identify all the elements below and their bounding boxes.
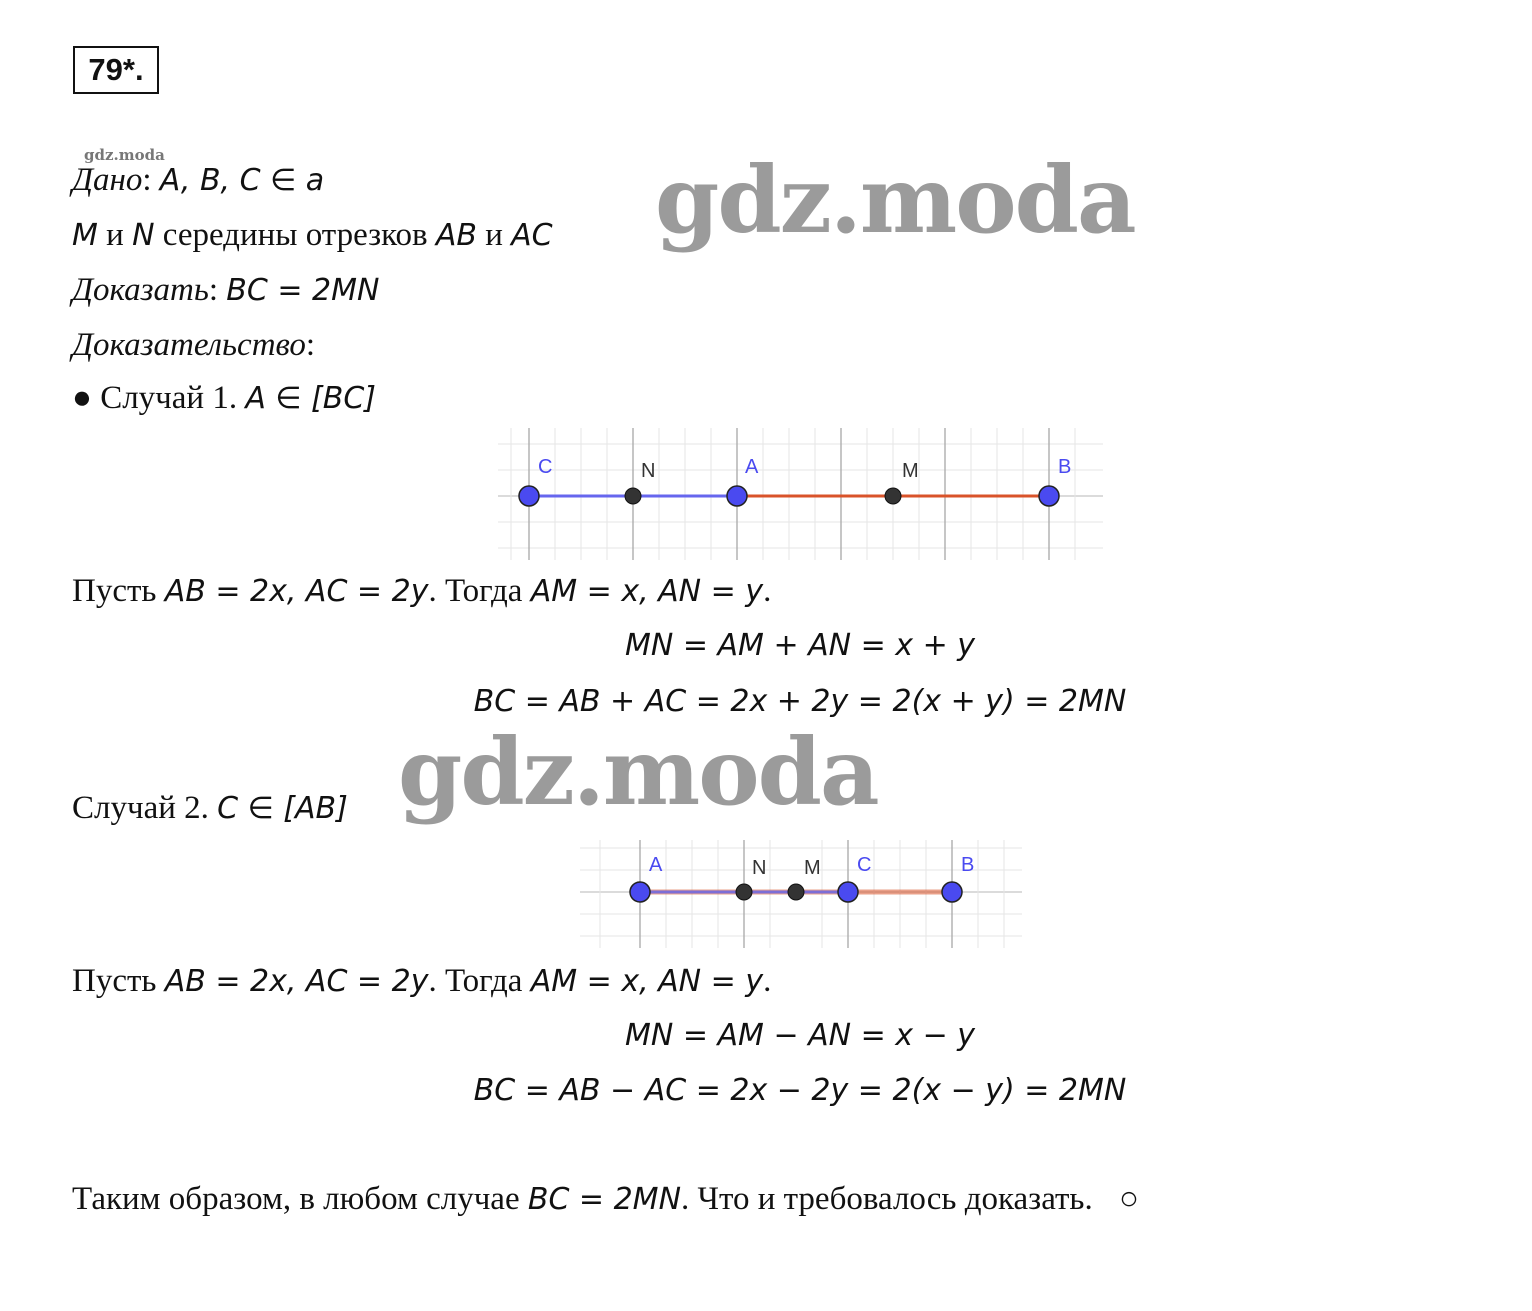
case1-let-line (72, 571, 771, 612)
given-line-2 (72, 215, 553, 256)
qed-mark: ○ (1118, 1181, 1139, 1217)
case2-diagram (580, 840, 1022, 948)
conclusion-text-2: . Что и требовалось доказать. (681, 1181, 1093, 1217)
proof-label: Доказательство (72, 327, 306, 363)
case2-let-m1: AB = 2x, AC = 2y (164, 964, 429, 999)
case1-let-mid: . Тогда (428, 573, 523, 609)
case1-label-a: A (745, 456, 759, 478)
case1-bullet: ● (72, 380, 92, 416)
conclusion-math: BC = 2MN (527, 1182, 682, 1217)
given-n: N (132, 218, 155, 253)
case1-let-end: . (763, 573, 772, 609)
case1-label-c: C (538, 456, 553, 478)
case1-math: A ∈ [BC] (245, 381, 376, 416)
watermark-small: gdz.moda (84, 146, 165, 164)
case2-point-m (788, 884, 804, 900)
given-text: середины отрезков (162, 217, 428, 253)
case2-let-end: . (763, 963, 772, 999)
proof-colon: : (305, 327, 316, 363)
case1-eq2: BC = AB + AC = 2x + 2y = 2(x + y) = 2MN (473, 684, 1127, 719)
case2-point-n (736, 884, 752, 900)
given-ac: AC (511, 218, 553, 253)
case1-diagram (498, 428, 1103, 560)
conclusion-text-1: Таким образом, в любом случае (72, 1181, 520, 1217)
prove-label: Доказать (72, 272, 209, 308)
case2-point-a (630, 882, 650, 902)
watermark-middle: gdz.moda (398, 718, 878, 826)
given-math: A, B, C ∈ a (159, 163, 325, 198)
case1-point-m (885, 488, 901, 504)
case2-label: Случай 2. (72, 790, 209, 826)
case1-eq1: MN = AM + AN = x + y (624, 628, 976, 663)
case2-header (72, 788, 348, 829)
case2-let-prefix: Пусть (72, 963, 157, 999)
case2-eq2: BC = AB − AC = 2x − 2y = 2(x − y) = 2MN (473, 1073, 1127, 1108)
case1-label: Случай 1. (100, 380, 238, 416)
watermark-top: gdz.moda (655, 146, 1135, 254)
case2-let-line (72, 961, 771, 1002)
case2-let-mid: . Тогда (428, 963, 523, 999)
given-label: Дано (72, 162, 143, 198)
case2-eq1: MN = AM − AN = x − y (624, 1018, 976, 1053)
case1-let-m1: AB = 2x, AC = 2y (164, 574, 429, 609)
case1-point-n (625, 488, 641, 504)
given-colon: : (142, 162, 152, 198)
case1-label-n: N (641, 460, 656, 482)
case1-label-b: B (1058, 456, 1072, 478)
prove-colon: : (208, 272, 219, 308)
case1-header (72, 378, 376, 419)
case1-point-c (519, 486, 539, 506)
case1-let-m2: AM = x, AN = y (530, 574, 764, 609)
prove-math: BC = 2MN (226, 273, 380, 308)
case1-label-m: M (902, 460, 919, 482)
conclusion-line (72, 1179, 1139, 1220)
given-and-1: и (106, 217, 124, 253)
given-ab: AB (435, 218, 477, 253)
case1-grid (498, 428, 1103, 560)
case2-label-m: M (804, 857, 821, 879)
case2-label-c: C (857, 854, 872, 876)
case2-label-a: A (649, 854, 663, 876)
case2-label-n: N (752, 857, 767, 879)
case2-label-b: B (961, 854, 975, 876)
prove-line (72, 270, 379, 311)
case1-let-prefix: Пусть (72, 573, 157, 609)
case1-point-a (727, 486, 747, 506)
proof-line (72, 325, 315, 365)
case1-point-b (1039, 486, 1059, 506)
case2-math: C ∈ [AB] (217, 791, 348, 826)
problem-number: 79*. (73, 46, 159, 94)
given-and-2: и (485, 217, 503, 253)
case2-let-m2: AM = x, AN = y (530, 964, 764, 999)
case2-point-b (942, 882, 962, 902)
given-line (72, 160, 324, 201)
case2-point-c (838, 882, 858, 902)
given-m: M (72, 218, 98, 253)
